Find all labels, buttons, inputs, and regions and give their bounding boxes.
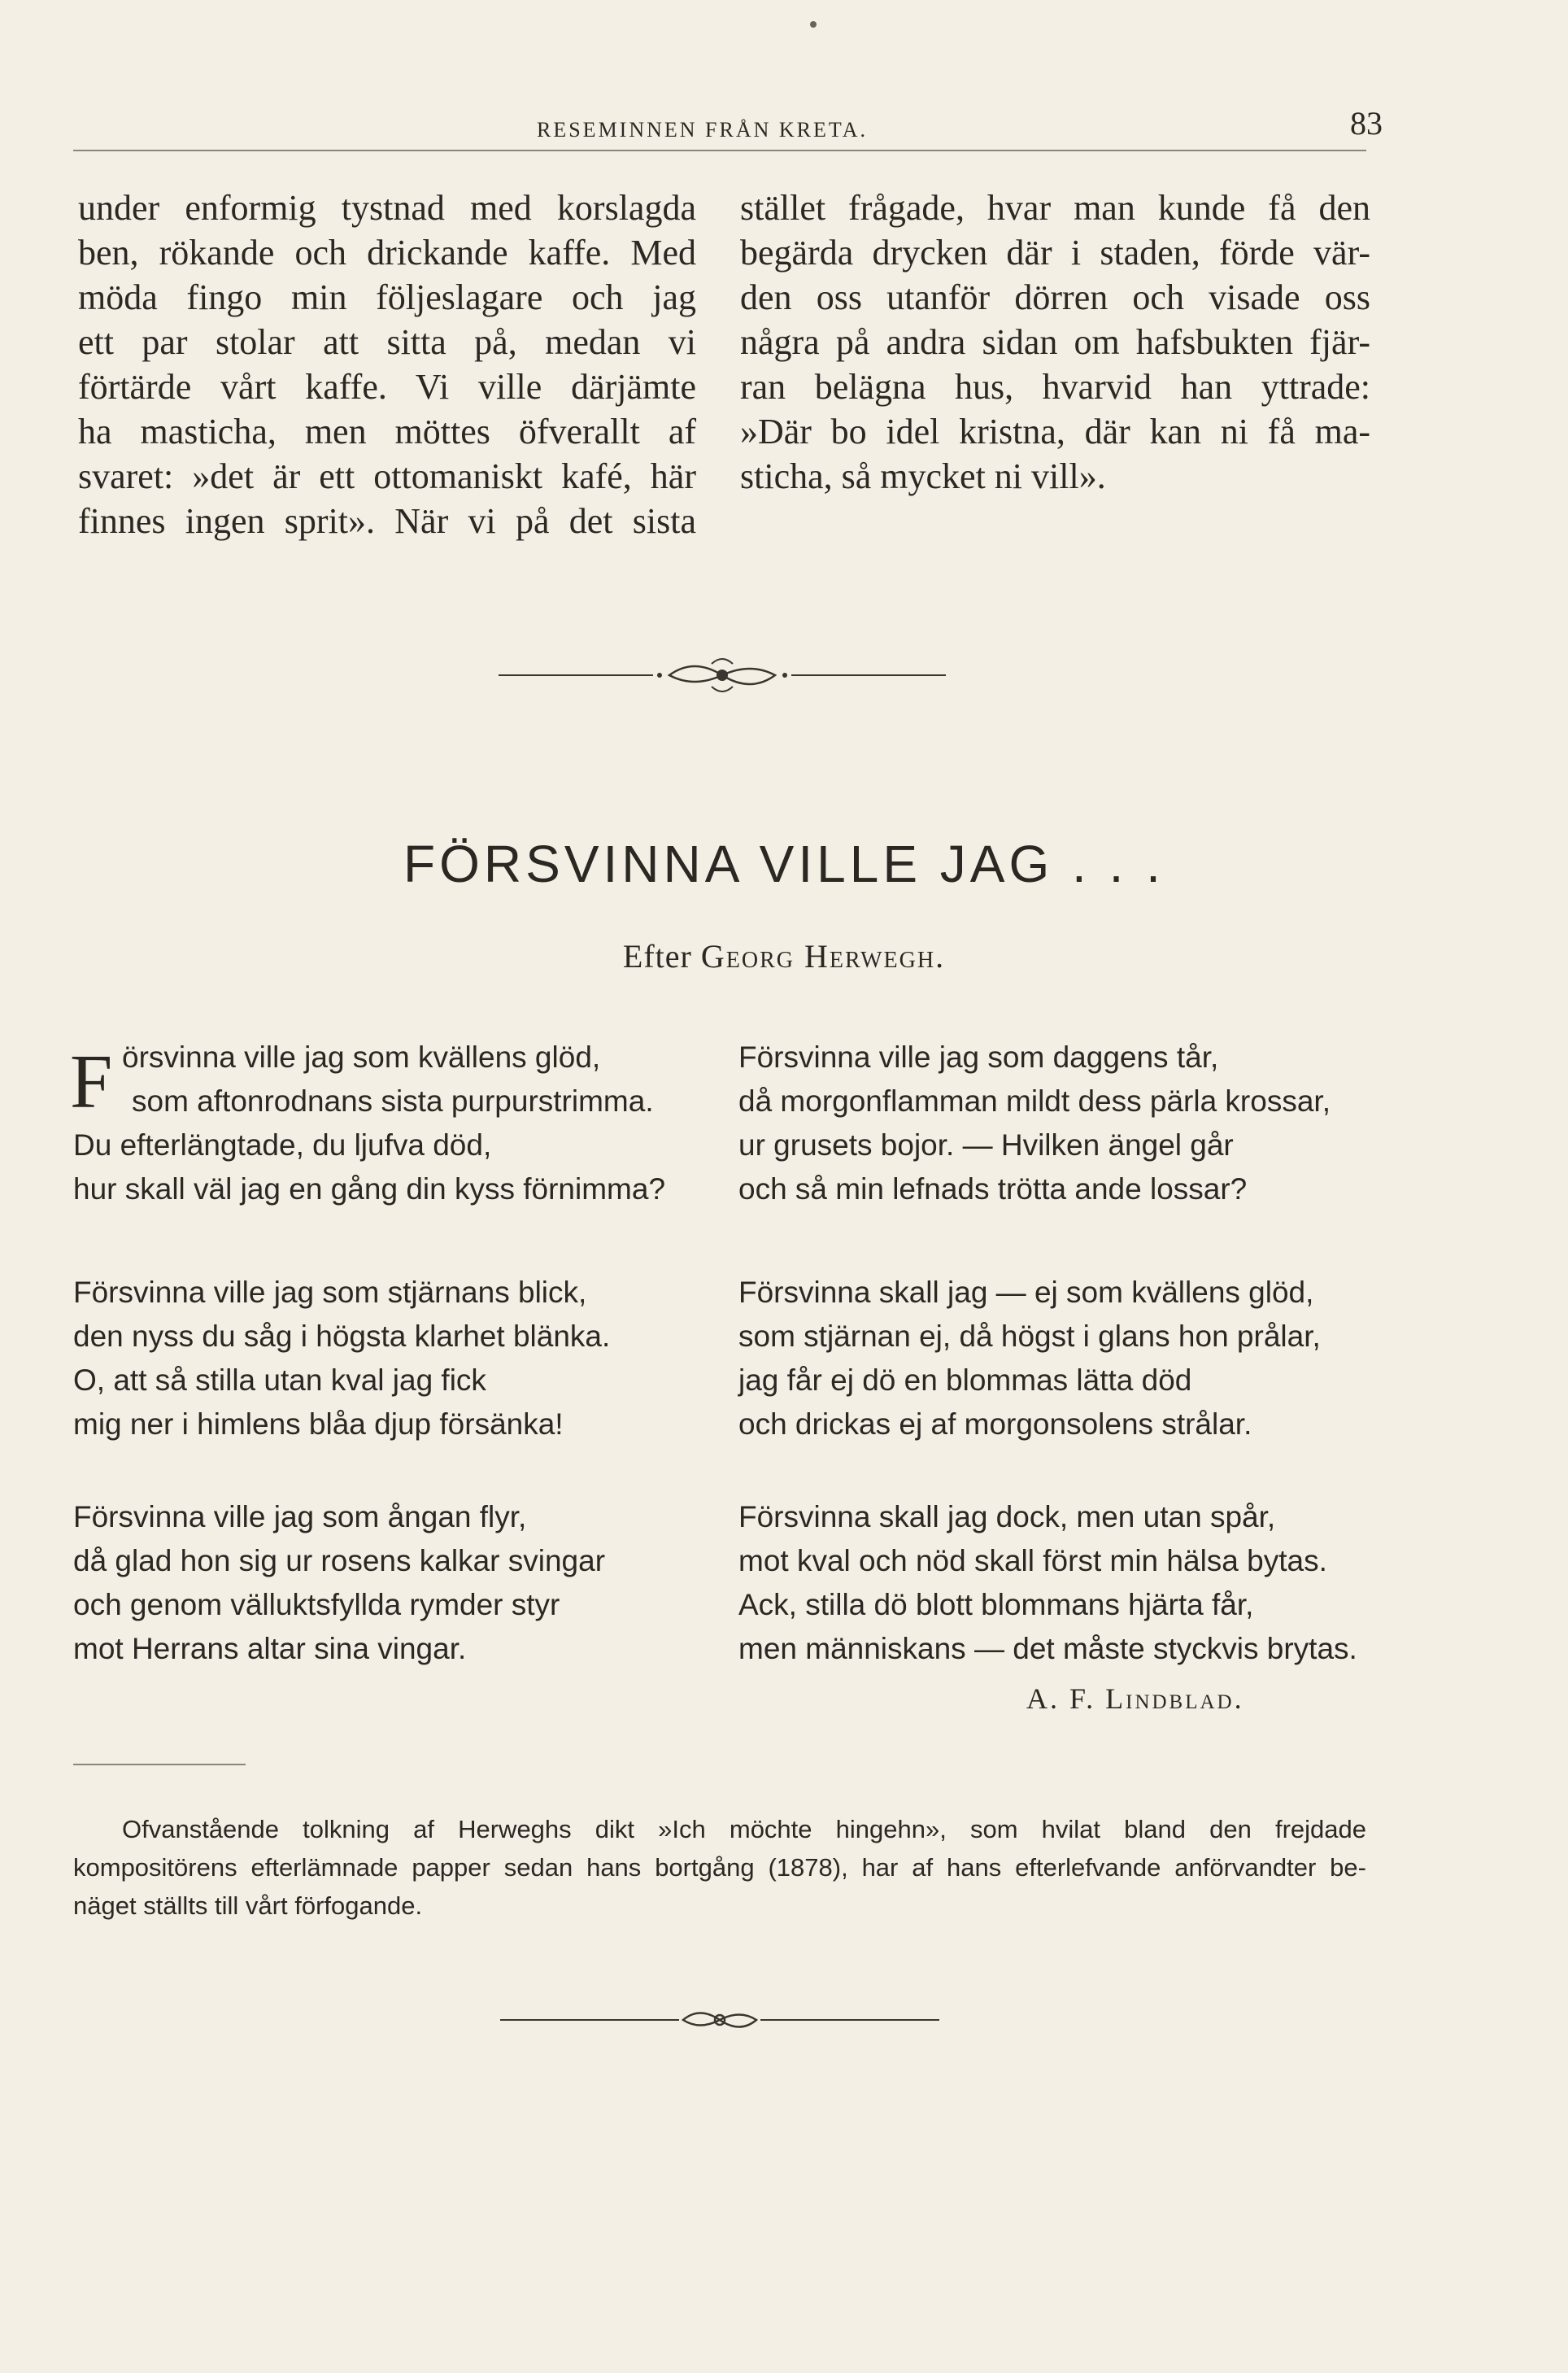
prose-line: ben, rökande och drickande kaffe. Med [78, 233, 696, 273]
prose-line: stället frågade, hvar man kunde få den [740, 188, 1370, 228]
verse-line: mot Herrans altar sina vingar. [73, 1632, 467, 1665]
poem-signature [1026, 1682, 1244, 1716]
footnote-line: näget ställts till vårt förfogande. [73, 1891, 423, 1920]
verse-line: O, att så stilla utan kval jag fick [73, 1363, 486, 1397]
stanza [738, 1271, 1321, 1446]
prose-line: möda fingo min följeslagare och jag [78, 277, 696, 317]
prose-line: den oss utanför dörren och visade oss [740, 277, 1370, 317]
prose-line: begärda drycken där i staden, förde vär- [740, 233, 1370, 273]
page-number: 83 [1350, 105, 1383, 142]
prose-column-left [78, 185, 696, 543]
prose-line: ha masticha, men möttes öfverallt af [78, 412, 696, 451]
poem-title: FÖRSVINNA VILLE JAG . . . [403, 835, 1165, 893]
footnote-line: kompositörens efterlämnade papper sedan hans bortgång (1878), har af hans efterlefvande anförvandter be- [73, 1853, 1366, 1882]
verse-line: men människans — det måste styckvis brytas. [738, 1632, 1357, 1665]
drop-cap: F [70, 1040, 113, 1124]
signature-text: A. F. Lindblad. [1026, 1682, 1244, 1715]
byline-prefix: Efter [622, 938, 692, 975]
prose-line: ett par stolar att sitta på, medan vi [78, 322, 696, 362]
verse-line: jag får ej dö en blommas lätta död [738, 1363, 1192, 1397]
verse-line: Du efterlängtade, du ljufva död, [73, 1128, 492, 1162]
verse-line: Försvinna ville jag som ångan flyr, [73, 1500, 527, 1533]
prose-line: finnes ingen sprit». När vi på det sista [78, 501, 696, 541]
verse-line: och genom välluktsfyllda rymder styr [73, 1588, 560, 1621]
stanza [70, 1036, 666, 1211]
stanza [738, 1495, 1357, 1671]
verse-line: och så min lefnads trötta ande lossar? [738, 1172, 1248, 1206]
verse-line: Försvinna skall jag — ej som kvällens glöd, [738, 1276, 1314, 1309]
footnote-rule [73, 1764, 246, 1765]
byline-author: Georg Herwegh. [700, 938, 946, 975]
poem-byline [0, 937, 1568, 975]
stanza [738, 1036, 1331, 1211]
verse-line: hur skall väl jag en gång din kyss förnimma? [73, 1172, 666, 1206]
verse-line: mot kval och nöd skall först min hälsa bytas. [738, 1544, 1327, 1577]
verse-line: som stjärnan ej, då högst i glans hon prålar, [738, 1320, 1321, 1353]
verse-line: då glad hon sig ur rosens kalkar svingar [73, 1544, 606, 1577]
prose-line: ran belägna hus, hvarvid han yttrade: [740, 367, 1370, 407]
prose-column-right [740, 185, 1370, 499]
prose-line: under enformig tystnad med korslagda [78, 188, 696, 228]
verse-text: örsvinna ville jag som kvällens glöd, [122, 1040, 601, 1074]
verse-line: mig ner i himlens blåa djup försänka! [73, 1407, 564, 1441]
prose-line: svaret: »det är ett ottomaniskt kafé, här [78, 456, 696, 496]
verse-line: Försvinna ville jag som daggens tår, [738, 1040, 1219, 1074]
verse-line: och drickas ej af morgonsolens strålar. [738, 1407, 1252, 1441]
running-header [73, 104, 1383, 142]
footnote [73, 1810, 1366, 1925]
running-title: RESEMINNEN FRÅN KRETA. [537, 118, 868, 142]
footnote-line: Ofvanstående tolkning af Herweghs dikt »Ich möchte hingehn», som hvilat bland den frejdade [122, 1815, 1366, 1843]
verse-line: som aftonrodnans sista purpurstrimma. [132, 1084, 654, 1118]
verse-line: den nyss du såg i högsta klarhet blänka. [73, 1320, 611, 1353]
verse-line: då morgonflamman mildt dess pärla krossar, [738, 1084, 1331, 1118]
prose-line: förtärde vårt kaffe. Vi ville därjämte [78, 367, 696, 407]
verse-line: ur grusets bojor. — Hvilken ängel går [738, 1128, 1234, 1162]
prose-line: några på andra sidan om hafsbukten fjär- [740, 322, 1370, 362]
end-ornament [500, 2000, 939, 2040]
verse-line: Försvinna ville jag som stjärnans blick, [73, 1276, 587, 1309]
section-ornament [499, 651, 946, 700]
header-rule [73, 150, 1366, 151]
prose-line: sticha, så mycket ni vill». [740, 456, 1106, 496]
prose-line: »Där bo idel kristna, där kan ni få ma- [740, 412, 1370, 451]
stanza [73, 1495, 605, 1671]
verse-line: Försvinna skall jag dock, men utan spår, [738, 1500, 1276, 1533]
verse-line: Ack, stilla dö blott blommans hjärta får, [738, 1588, 1254, 1621]
stanza [73, 1271, 610, 1446]
page-mark [810, 21, 817, 28]
